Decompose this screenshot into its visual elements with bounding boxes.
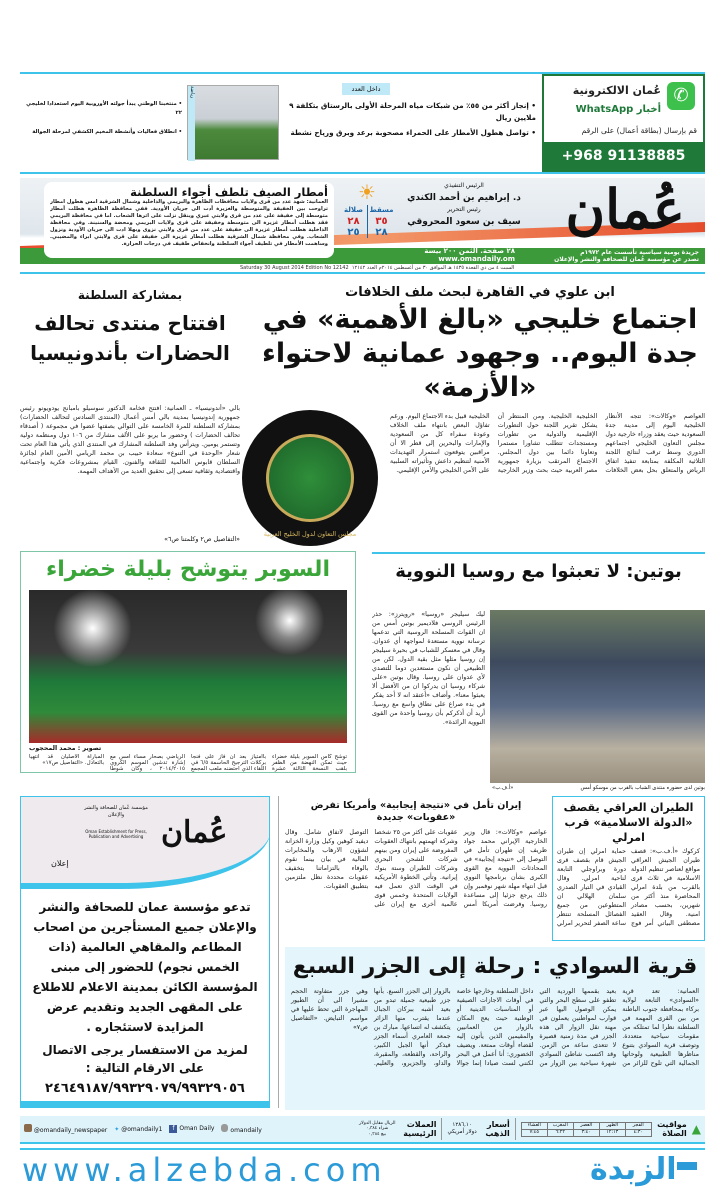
village-box <box>285 947 705 1110</box>
watermark-logo-icon <box>677 1162 697 1170</box>
ad-body: تدعو مؤسسة عمان للصحافة والنشر والإعلان جميع المستأجرين من اصحاب المطاعم والمقاهي العالمية (ذات الخمس نجوم) للحضور إلى مبنى المؤسسة الكائن بمدينة الاعلام للاطلاع على المقهى الجديد وتقديم عرض المزايدة لاستئجاره . <box>32 900 258 1034</box>
ad-org: مؤسسة عُمان للصحافة والنشر والإعلان <box>84 805 148 818</box>
ad-footer-bar <box>21 1101 270 1107</box>
masthead-info: ٢٨ صفحة. الثمن ٢٠٠ بيسة www.omandaily.om <box>424 247 515 263</box>
whatsapp-box <box>542 74 705 172</box>
putin-photo <box>490 610 705 783</box>
weather-story-title[interactable]: أمطار الصيف تلطف أجواء السلطنة <box>130 185 328 199</box>
website-link[interactable]: www.omandaily.om <box>438 255 515 263</box>
inside-item[interactable]: • تواصل هطول الأمطار على الحمراء مصحوبة برعد وبرق ورياح نشطة <box>290 128 536 137</box>
date-line: Saturday 30 August 2014 Edition No 12142 السبت ٤ من ذي القعدة ١٤٣٥ هـ الموافق ٣٠ من أغسطس ٢٠١٤م العدد ١٢١٤٢ <box>240 265 515 271</box>
sports-credit: تصوير : محمد المحجوب <box>29 745 102 752</box>
currency-rates: الريال مقابل الدولار شراء ٠,٣٨٤ بيع ٠,٣٨٤ <box>358 1120 396 1137</box>
lead-headline[interactable]: اجتماع خليجي «بالغ الأهمية» في جدة اليوم.. وجهود عمانية لاحتواء «الأزمة» <box>262 304 698 403</box>
ad-phones[interactable]: ٢٤٦٤٩١٨٧/٩٩٣٢٩٠٧٩/٩٩٣٢٩٠٥٦ <box>45 1081 245 1096</box>
gold-label: أسعار الذهب <box>485 1120 510 1138</box>
village-body: العمانية: تعد قرية «السوادي» التابعة لولاية بركاء بمحافظة جنوب الباطنة من بين القرى المهمة في السلطنة نظرا لما تمتلكه من مقومات سياحية متعددة. وتوصف قرية السوادي بتنوع مناظرها الطبيعية ولوحاتها الجمالية التي تلوح للزائر من بعيد بقممها الوردية التي تطفو على سطح البحر والتي يمكن الوصول اليها عبر قوارب لمواطنين يعملون في مهنة نقل الزوار الى هذه الجزر في مدة زمنية قصيرة لا تتعدى ساعة من الزمن. وقد اكتسب شاطئ السوادي شهرة سياحية بين الزوار من داخل السلطنة وخارجها خاصة في أوقات الاجازات الصيفية أو المناسبات الدينية أو الوطنية حيث يعج المكان بالزوار من العمانيين والمقيمين الذين يأتون إليه لقضاء أوقات ممتعة. ويضيف الخضوري: أنا أعمل في البحر لكنني لست صيادا إنما جوالا بالزوار إلى الجزر السبع. بأنها جزر طبيعية جميلة تبدو من بعيد أشبه ببركان الجبال عندما يقترب منها الزائر يتكشف له اتساعها. مبارك بن جمعة العامري أسماء الجزر فيذكر أنها الجبل الكبير، والراحة، والقطعة، والمقبرة، والداو، والجزيرو، والعليم. وهي جزر متفاوتة الحجم مشيرا الى أن الطيور المهاجرة التي تحط عليها في مواسم التبايض. «التفاصيل ص٧» <box>291 988 699 1067</box>
ad-org-en: Oman Establishment for Press, Publication and Advertising <box>85 829 147 839</box>
iraq-box <box>552 796 705 941</box>
sports-item[interactable]: • انطلاق فعاليات وأنشطة المخيم الكشفي لمرحلة الجوالة <box>32 129 182 135</box>
iran-body: عواصم «وكالات»: قال وزير الخارجية الإيراني محمد جواد ظريف إن طهران تأمل في التوصل إلى «نتيجة إيجابية» في المحادثات النووية مع القوى الكبرى بشأن برنامجها النووي قبل انتهاء مهلة شهر نوفمبر وإن ذلك يرجع جزئيا إلى مساعدة روسيا. وفرضت أمريكا أمس عقوبات على أكثر من ٢٥ شخصا وشركة اتهمتهم بانتهاك العقوبات المفروضة على إيران ومن بينهم شركات للشحن البحري وشركات للطيران وستة بنوك إيرانية. وتأتي الخطوة الأمريكية في الوقت الذي تعمل فيه الولايات المتحدة وخمس قوى عالمية أخرى مع إيران على التوصل لاتفاق شامل. وقال ديفيد كوهين وكيل وزارة الخزانة لشؤون الارهاب والمخابرات المالية في بيان بينما نقوم بالوفاء بالتزاماتنا بتخفيف عقوبات محددة نظل ملتزمين بتطبيق العقوبات. <box>285 829 547 908</box>
weather <box>340 205 395 238</box>
putin-headline[interactable]: بوتين: لا تعبثوا مع روسيا النووية <box>395 561 682 582</box>
masthead <box>20 178 705 264</box>
sports-headline[interactable]: السوبر يتوشح بليلة خضراء <box>46 557 330 582</box>
iraq-headline[interactable]: الطيران العراقي يقصف «الدولة الاسلامية» قرب امرلي <box>563 801 694 844</box>
inside-item[interactable]: • إنجاز أكثر من ٥٥٪ من شبكات مياه المرحلة الأولى بالرستاق بتكلفة ٩ ملايين ريال <box>289 101 536 122</box>
footer-bar <box>20 1116 705 1144</box>
left-body: بالي «أندونيسيا» ـ العمانية: افتتح فخامة الدكتور سوسيلو بامبانج يودويونو رئيس جمهورية إندونيسيا بمدينة بالي أمس أعمال (المنتدى السادس لتحالف الحضارات) بمشاركة السلطنة للمرة الخامسة على التوالي بصفتها عضوا في مجموعة ( أصدقاء تحالف الحضارات ) وحضور ما يربو على الألف مشارك من ١٠٦ دول ومنظمة دولية وتستمر يومين. ويترأس وفد السلطنة المشارك في المنتدى الذي يأتي هذا العام تحت شعار «الوحدة في التنوع» سعادة حبيب بن محمد الريامي الأمين العام لجائزة السلطان قابوس العالمية للثقافة والفنون. القيام بمشروعات فكرية واجتماعية واقتصادية وثقافية تسعى إلى تحقيق العديد من الأهداف المهمة. <box>20 405 240 475</box>
left-ref[interactable]: «التفاصيل ص٢ وكلمتنا ص٦» <box>164 536 240 543</box>
weather-city: مسقط ٣٥ ٢٨ <box>367 205 395 238</box>
facebook-icon: f <box>169 1125 177 1133</box>
instagram-link[interactable]: @omandaily_newspaper <box>24 1124 107 1134</box>
twitter-link[interactable]: ✦ @omandaily1 <box>114 1125 163 1133</box>
instagram-icon <box>24 1124 32 1132</box>
whatsapp-icon: ✆ <box>667 82 695 110</box>
whatsapp-phone: +968 91138885 <box>544 142 703 170</box>
prayer-label: مواقيت الصلاة <box>657 1120 687 1138</box>
apple-icon <box>221 1124 228 1132</box>
apple-link[interactable]: omandaily <box>221 1124 261 1134</box>
left-kicker: بمشاركة السلطنة <box>77 288 183 302</box>
currency-label: العملات الرئيسية <box>403 1120 437 1138</box>
putin-caption: بوتين لدى حضوره منتدى الشباب بالقرب من موسكو أمس <box>580 785 705 791</box>
weather-story-body: العمانية: شهد عدد من قرى ولايات محافظات الظاهرة والبريمي والداخلية وشمال الشرقية أمس هطول أمطار تراوحت بين الخفيفة والمتوسطة والغزيرة أدت الى جريان الأودية. ففي محافظة الظاهرة هطلت أمطار متوسطة إلى خفيفة على عدد من قرى ولايتي عبري وينقل نزلت على اثرها الشعاب. اما في محافظة البريمي فقد هطلت أمطار غزيرة الى متوسطة وخفيفة على قرى ولايات البريمي ومحضة والسنينة. وفي محافظة الداخلية هطلت أمطار غزيرة الى خفيفة على عدد من قرى ولايتي نزوى وبهلا ادت الى جريان الأودية ونزول الشعاب. وفي محافظة شمال الشرقية هطلت أمطار غزيرة الى خفيفة على قرى ولايتي ابراء والمضيبي. وساهمت الأمطار في تلطيف أجواء السلطنة وانخفاض طفيف في درجات الحرارة. <box>50 199 328 247</box>
inside-items <box>286 100 536 139</box>
ad-contact: لمزيد من الاستفسار يرجى الاتصال على الارقام التالية : <box>42 1043 248 1075</box>
whatsapp-brand: عُمان الالكترونية <box>572 84 661 97</box>
sun-cloud-icon: ☀ <box>358 180 376 204</box>
masthead-taglines: جريدة يومية سياسية تأسست عام ١٩٧٢م تصدر عن مؤسسة عُمان للصحافة والنشر والإعلان <box>554 249 699 263</box>
whatsapp-instruction: قم بإرسال (بطاقة أعمال) على الرقم <box>581 126 697 135</box>
sports-items <box>20 100 182 137</box>
sports-photo-large <box>29 590 347 743</box>
divider <box>441 1118 442 1140</box>
date-rule <box>20 272 705 274</box>
sports-item[interactable]: • منتخبنا الوطني يبدأ جولته الأوروبية اليوم استعدادا لخليجي ٢٢ <box>26 101 182 116</box>
top-rule-bottom <box>20 172 705 174</box>
social-links <box>24 1124 262 1134</box>
divider <box>515 1118 516 1140</box>
putin-rule <box>372 552 705 554</box>
gcc-emblem <box>242 410 378 546</box>
gcc-emblem-text: مجلس التعاون لدول الخليج العربية <box>263 530 357 538</box>
editors: الرئيس التنفيذي د. إبراهيم بن أحمد الكندي رئيس التحرير سيف بن سعود المحروقي <box>407 182 521 227</box>
weather-city: صلالة ٢٨ ٢٥ <box>344 206 363 238</box>
masthead-logo: عُمان <box>565 178 685 241</box>
iran-headline[interactable]: إيران تأمل في «نتيجة إيجابية» وأمريكا تفرض «عقوبات» جديدة <box>310 800 522 823</box>
lead-body: العواصم «وكالات»: تتجه الأنظار الخليجية اليوم إلى مدينة جدة السعودية حيث يعقد وزراء خارجية دول مجلس التعاون الخليجي اجتماعهم الدوري وسط ترقب لنتائج اللجنة الثلاثية المكلفة بمتابعة تنفيذ اتفاق الرياض والمتعلق بحل بعض الخلافات الخليجية الخليجية. ومن المنتظر أن يشكل تقرير اللجنة حول التطورات الإقليمية والدولية من تطورات ومستجدات تتطلب تشاورا مستمرا وتعاونا دائما بين دول المجلس. الاجتماع المرتقب بزيارة جمهورية مصر العربية حيث بحث وزير الخارجية الخليجية قبيل بدء الاجتماع اليوم. ورغم تفاؤل البعض بانتهاء ملف الخلاف وعودة سفراء كل من السعودية والإمارات والبحرين إلى قطر الا أن مراقبين يتوقعون استمرار التهديدات الأمنية لتنظيم داعش وتأثيراته السلبية على الأمن الخليجي والأمن الإقليمي. <box>390 413 705 474</box>
gold-price: ١٢٨٦,١٠ دولار أمريكي <box>447 1122 477 1135</box>
facebook-link[interactable]: f Oman Daily <box>169 1125 214 1133</box>
village-headline[interactable]: قرية السوادي : رحلة إلى الجزر السبع <box>292 954 698 979</box>
sports-tag: رياضة <box>188 86 195 161</box>
gcc-emblem-center <box>266 434 354 522</box>
putin-body: ليك سيليجر «روسيا» «رويترز»: حذر الرئيس الروسي فلاديمير بوتين أمس من ان القوات المسلحة الروسية التي تدعمها ترسانة نووية مستعدة لمواجهة أي عدوان. وقال في معسكر للشباب في بحيرة سيليجر إن روسيا مثلها مثل بقية الدول. لكن من الطبيعي أن نكون مستعدين دوما للتصدي لأي عدوان على روسيا. وقال بوتين «على شركاء روسيا ان يدركوا ان من الأفضل ألا يعبثوا معنا». وأضاف «أعتقد انه لا أحد يفكر في بدء صراع على نطاق واسع مع روسيا. أريد أن أذكركم بأن روسيا واحدة من القوى النووية الرائدة». <box>372 611 485 726</box>
twitter-icon: ✦ <box>114 1125 120 1133</box>
prayer-table: الفجر الظهر العصر المغرب العشاء ٤:٣٠ ١٢:١٣ ٣:٤٠ ٦:٢٢ ٧:٤٥ <box>521 1122 652 1137</box>
column-divider <box>278 796 279 1108</box>
sports-box <box>20 551 356 773</box>
left-headline[interactable]: افتتاح منتدى تحالف الحضارات بأندونيسيا <box>30 311 230 365</box>
lead-kicker: ابن علوي في القاهرة لبحث ملف الخلافات <box>345 285 615 300</box>
sports-photo <box>187 85 279 160</box>
sports-body: توشح كأس السوبر بليلة خضراء حيث تمكن النهضة من الظفر بلقب النسخة الثالثة عشرة باامتياز بعد أن فاز على فنجا بركلات الترجيح الحاسمة ٦/٥ في اللقاء الذي احتضنه ملعب المجمع الرياضي بصحار مساء أمس مع إشارة تدشين الموسم الكروي ٢٠١٤/٢٠١٥ ، وكان شوطا المباراة الأصليان قد انتهيا بالتعادل. «التفاصيل ص١٧» <box>29 754 347 772</box>
weather-story <box>44 182 334 258</box>
putin-credit: «أ.ف.ب» <box>492 785 514 791</box>
iraq-body: كركوك «أ.ف.ب»: قصف طيران الجيش العراقي مواقع لعناصر تنظيم الدولة الاسلامية في ثلاث قرى بالقرب من بلدة امرلي المحاصرة منذ أكثر من شهرين، بحسب مصادر امنية. وقال العقيد مصطفى البياتي أمر فوج حماية امرلي إن طيران الجيش قام بقصف قرى دورة وبراوجلي التابعة لناحية امرلي. وقال القيادي في التيار الصدري سلمان الهلالي ان المتطوعين من جميع الفصائل المسلحة تنتظر ساعة الصفر لتحرير امرلي <box>557 848 700 927</box>
mosque-icon: ▲ <box>691 1122 701 1136</box>
watermark-logo: الزبدة <box>590 1150 697 1190</box>
whatsapp-title: أخبار WhatsApp <box>575 104 661 115</box>
ad-box <box>20 796 270 1108</box>
ad-label: إعلان <box>51 859 69 868</box>
ad-logo: عُمان <box>161 815 228 850</box>
inside-label: داخل العدد <box>342 83 390 95</box>
watermark-url: www.alzebda.com <box>22 1151 387 1189</box>
